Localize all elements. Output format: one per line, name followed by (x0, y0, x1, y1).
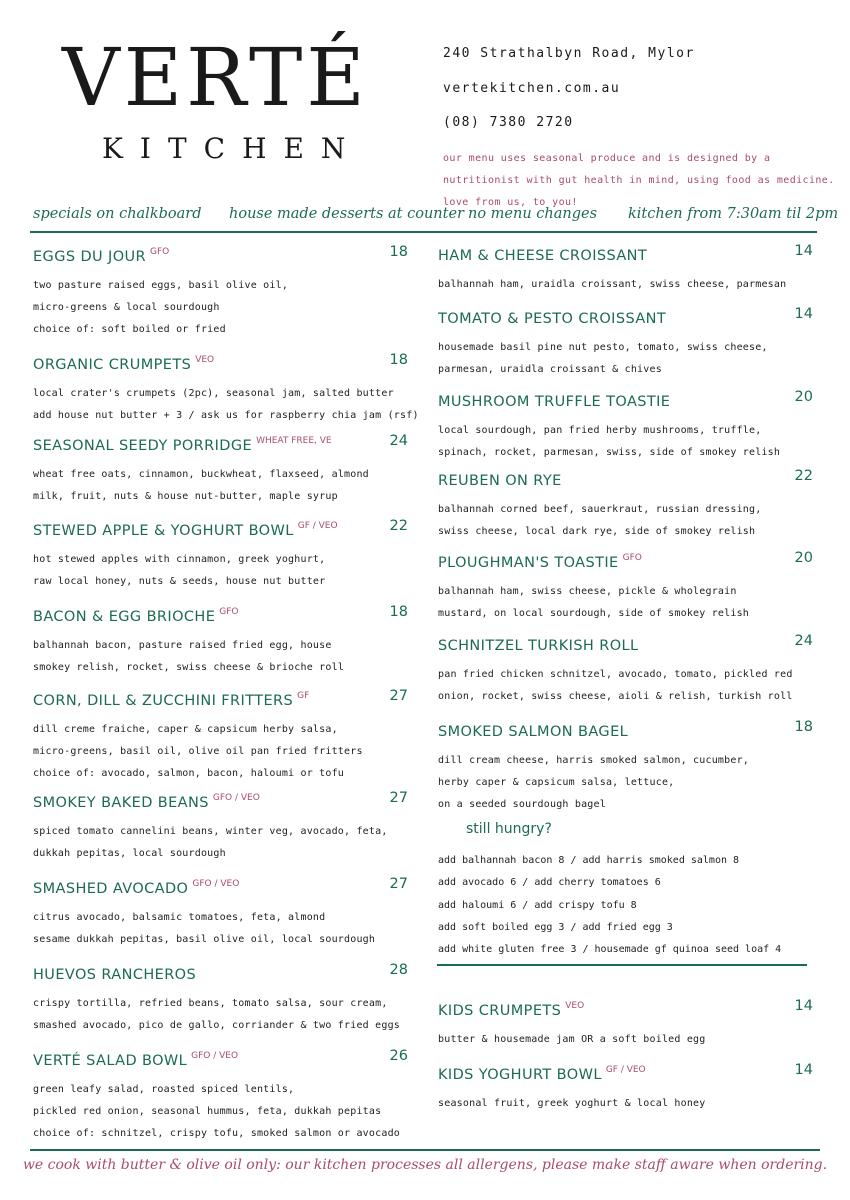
menu-item (33, 960, 408, 1037)
menu-item-price: 22 (389, 518, 408, 534)
menu-item (438, 304, 813, 381)
menu-item-description (33, 549, 408, 593)
menu-item-description (438, 337, 813, 381)
description-line: balhannah ham, swiss cheese, pickle & wholegrain (438, 586, 737, 597)
menu-item-description (33, 275, 408, 341)
menu-item (438, 387, 813, 464)
menu-item-title (33, 788, 408, 813)
menu-item-price: 14 (794, 998, 813, 1014)
menu-item-name: STEWED APPLE & YOGHURT BOWL (33, 523, 294, 539)
menu-item (438, 241, 813, 296)
menu-item-title (438, 466, 813, 491)
menu-item-price: 27 (389, 876, 408, 892)
banner-desserts: house made desserts at counter (229, 206, 464, 222)
menu-item-price: 24 (389, 433, 408, 449)
description-line: pan fried chicken schnitzel, avocado, tomato, pickled red (438, 669, 793, 680)
dietary-tag: GFO (622, 553, 642, 563)
menu-item-name: HAM & CHEESE CROISSANT (438, 248, 648, 264)
menu-item-title (438, 304, 813, 329)
description-line: parmesan, uraidla croissant & chives (438, 364, 662, 375)
addon-line: add haloumi 6 / add crispy tofu 8 (438, 899, 637, 911)
menu-item-name: REUBEN ON RYE (438, 473, 562, 489)
description-line: housemade basil pine nut pesto, tomato, swiss cheese, (438, 342, 768, 353)
menu-item-price: 20 (794, 550, 813, 566)
description-line: choice of: avocado, salmon, bacon, haloumi or tofu (33, 768, 345, 779)
menu-item-name: SEASONAL SEEDY PORRIDGE (33, 438, 253, 454)
menu-item-description (438, 1093, 813, 1115)
website-link[interactable]: vertekitchen.com.au (443, 81, 621, 96)
menu-item-price: 18 (389, 604, 408, 620)
menu-item-name: TOMATO & PESTO CROISSANT (438, 311, 667, 327)
dietary-tag: VEO (565, 1001, 585, 1011)
menu-item-title (33, 874, 408, 899)
menu-item-title (33, 960, 408, 985)
menu-item-description (438, 420, 813, 464)
menu-item-description (33, 993, 408, 1037)
menu-item-price: 28 (389, 962, 408, 978)
menu-item-price: 14 (794, 243, 813, 259)
menu-item-name: KIDS YOGHURT BOWL (438, 1067, 602, 1083)
menu-item-title (33, 350, 408, 375)
menu-item-name: MUSHROOM TRUFFLE TOASTIE (438, 394, 671, 410)
menu-item-title (438, 996, 813, 1021)
menu-item-price: 18 (794, 719, 813, 735)
description-line: sesame dukkah pepitas, basil olive oil, local sourdough (33, 934, 376, 945)
description-line: balhannah corned beef, sauerkraut, russian dressing, (438, 504, 762, 515)
description-line: micro-greens, basil oil, olive oil pan fried fritters (33, 746, 363, 757)
menu-item-description (33, 719, 408, 785)
description-line: local sourdough, pan fried herby mushrooms, truffle, (438, 425, 762, 436)
menu-item (438, 996, 813, 1051)
description-line: raw local honey, nuts & seeds, house nut butter (33, 576, 326, 587)
menu-item (438, 631, 813, 708)
description-line: balhannah ham, uraidla croissant, swiss cheese, parmesan (438, 279, 787, 290)
menu-item-name: KIDS CRUMPETS (438, 1003, 562, 1019)
menu-item-title (33, 602, 408, 627)
menu-item-price: 14 (794, 306, 813, 322)
description-line: wheat free oats, cinnamon, buckwheat, flaxseed, almond (33, 469, 369, 480)
menu-item-title (33, 242, 408, 267)
banner-specials: specials on chalkboard (33, 206, 202, 222)
address: 240 Strathalbyn Road, Mylor (443, 46, 695, 61)
menu-item (33, 1046, 408, 1145)
description-line: spiced tomato cannelini beans, winter veg, avocado, feta, (33, 826, 388, 837)
menu-item-title (438, 241, 813, 266)
description-line: micro-greens & local sourdough (33, 302, 220, 313)
description-line: choice of: soft boiled or fried (33, 324, 226, 335)
description-line: smokey relish, rocket, swiss cheese & brioche roll (33, 662, 345, 673)
menu-item-description (438, 664, 813, 708)
description-line: choice of: schnitzel, crispy tofu, smoked salmon or avocado (33, 1128, 401, 1139)
menu-item-name: EGGS DU JOUR (33, 249, 147, 265)
description-line: dill cream cheese, harris smoked salmon, cucumber, (438, 755, 750, 766)
description-line: citrus avocado, balsamic tomatoes, feta, almond (33, 912, 326, 923)
menu-item-description (33, 383, 419, 427)
addons-divider (437, 964, 807, 966)
dietary-tag: GFO (219, 607, 239, 617)
description-line: swiss cheese, local dark rye, side of smokey relish (438, 526, 756, 537)
description-line: balhannah bacon, pasture raised fried egg, house (33, 640, 332, 651)
dietary-tag: VEO (195, 355, 215, 365)
menu-item-title (33, 686, 408, 711)
menu-item-description (33, 464, 408, 508)
menu-item (33, 788, 408, 865)
dietary-tag: GFO (150, 247, 170, 257)
menu-item-title (33, 1046, 408, 1071)
menu-item-title (33, 516, 408, 541)
menu-item (33, 874, 408, 951)
banner-no-changes: no menu changes (468, 206, 598, 222)
dietary-tag: GF / VEO (297, 521, 338, 531)
menu-item-name: SMOKED SALMON BAGEL (438, 724, 629, 740)
still-hungry-title: still hungry? (466, 821, 552, 837)
menu-item (438, 717, 813, 816)
banner-divider (30, 231, 817, 233)
menu-item-description (33, 1079, 408, 1145)
menu-item (33, 431, 408, 508)
menu-item (33, 516, 408, 593)
description-line: two pasture raised eggs, basil olive oil, (33, 280, 289, 291)
intro-text: our menu uses seasonal produce and is designed by a nutritionist with gut health in mind, using food as medicine. love from us, to you! (443, 153, 835, 208)
logo-verte: VERTÉ (62, 31, 369, 124)
menu-item-name: BACON & EGG BRIOCHE (33, 609, 216, 625)
menu-item-description (438, 499, 813, 543)
addon-line: add avocado 6 / add cherry tomatoes 6 (438, 877, 661, 889)
menu-item-description (438, 750, 813, 816)
menu-item-title (33, 431, 408, 456)
menu-item-name: SCHNITZEL TURKISH ROLL (438, 638, 639, 654)
logo-kitchen: KITCHEN (102, 132, 363, 165)
menu-item-description (33, 635, 408, 679)
menu-item (438, 1060, 813, 1115)
addon-line: add balhannah bacon 8 / add harris smoked salmon 8 (438, 855, 740, 866)
description-line: green leafy salad, roasted spiced lentils, (33, 1084, 295, 1095)
description-line: dukkah pepitas, local sourdough (33, 848, 226, 859)
menu-item (33, 602, 408, 679)
description-line: mustard, on local sourdough, side of smokey relish (438, 608, 750, 619)
menu-item-price: 20 (794, 389, 813, 405)
description-line: onion, rocket, swiss cheese, aioli & relish, turkish roll (438, 691, 793, 702)
dietary-tag: GF (297, 691, 310, 701)
menu-item-name: ORGANIC CRUMPETS (33, 357, 192, 373)
menu-item-description (33, 821, 408, 865)
menu-item-description (438, 1029, 813, 1051)
menu-item-name: VERTÉ SALAD BOWL (33, 1053, 188, 1069)
description-line: hot stewed apples with cinnamon, greek yoghurt, (33, 554, 326, 565)
menu-item-price: 18 (389, 244, 408, 260)
description-line: add house nut butter + 3 / ask us for raspberry chia jam (rsf) (33, 410, 419, 421)
menu-item (438, 548, 813, 625)
description-line: dill creme fraiche, caper & capsicum herby salsa, (33, 724, 338, 735)
menu-item (33, 686, 408, 785)
menu-item (33, 350, 419, 427)
menu-item-price: 24 (794, 633, 813, 649)
menu-item-title (438, 548, 813, 573)
addon-line: add white gluten free 3 / housemade gf quinoa seed loaf 4 (438, 944, 782, 956)
menu-item-price: 27 (389, 790, 408, 806)
menu-item-price: 26 (389, 1048, 408, 1064)
description-line: seasonal fruit, greek yoghurt & local honey (438, 1098, 706, 1109)
menu-item (33, 242, 408, 341)
description-line: pickled red onion, seasonal hummus, feta, dukkah pepitas (33, 1106, 382, 1117)
menu-item-name: SMASHED AVOCADO (33, 881, 189, 897)
menu-item-description (438, 274, 813, 296)
description-line: butter & housemade jam OR a soft boiled egg (438, 1034, 706, 1045)
description-line: spinach, rocket, parmesan, swiss, side of smokey relish (438, 447, 781, 458)
menu-item-name: CORN, DILL & ZUCCHINI FRITTERS (33, 693, 294, 709)
menu-item-name: HUEVOS RANCHEROS (33, 967, 197, 983)
dietary-tag: WHEAT FREE, VE (256, 436, 332, 446)
description-line: on a seeded sourdough bagel (438, 799, 606, 810)
dietary-tag: GFO / VEO (191, 1051, 239, 1061)
menu-item-price: 18 (389, 352, 408, 368)
dietary-tag: GFO / VEO (192, 879, 240, 889)
menu-item-description (438, 581, 813, 625)
menu-item-price: 14 (794, 1062, 813, 1078)
description-line: local crater's crumpets (2pc), seasonal jam, salted butter (33, 388, 394, 399)
menu-item-title (438, 631, 813, 656)
description-line: herby caper & capsicum salsa, lettuce, (438, 777, 675, 788)
dietary-tag: GF / VEO (605, 1065, 646, 1075)
menu-item-title (438, 1060, 813, 1085)
menu-item-name: PLOUGHMAN'S TOASTIE (438, 555, 619, 571)
phone-number: (08) 7380 2720 (443, 115, 574, 130)
menu-item-price: 22 (794, 468, 813, 484)
description-line: smashed avocado, pico de gallo, corriander & two fried eggs (33, 1020, 401, 1031)
description-line: milk, fruit, nuts & house nut-butter, maple syrup (33, 491, 338, 502)
menu-item-name: SMOKEY BAKED BEANS (33, 795, 209, 811)
still-hungry-list (438, 850, 781, 961)
menu-item-title (438, 387, 813, 412)
footer-divider (30, 1149, 820, 1151)
dietary-tag: GFO / VEO (212, 793, 260, 803)
banner-hours: kitchen from 7:30am til 2pm (628, 206, 839, 222)
allergen-footer: we cook with butter & olive oil only: our kitchen processes all allergens, please make staff aware when ordering. (22, 1157, 828, 1173)
addon-line: add soft boiled egg 3 / add fried egg 3 (438, 921, 673, 933)
menu-item-price: 27 (389, 688, 408, 704)
menu-item-title (438, 717, 813, 742)
description-line: crispy tortilla, refried beans, tomato salsa, sour cream, (33, 998, 388, 1009)
menu-item (438, 466, 813, 543)
menu-item-description (33, 907, 408, 951)
